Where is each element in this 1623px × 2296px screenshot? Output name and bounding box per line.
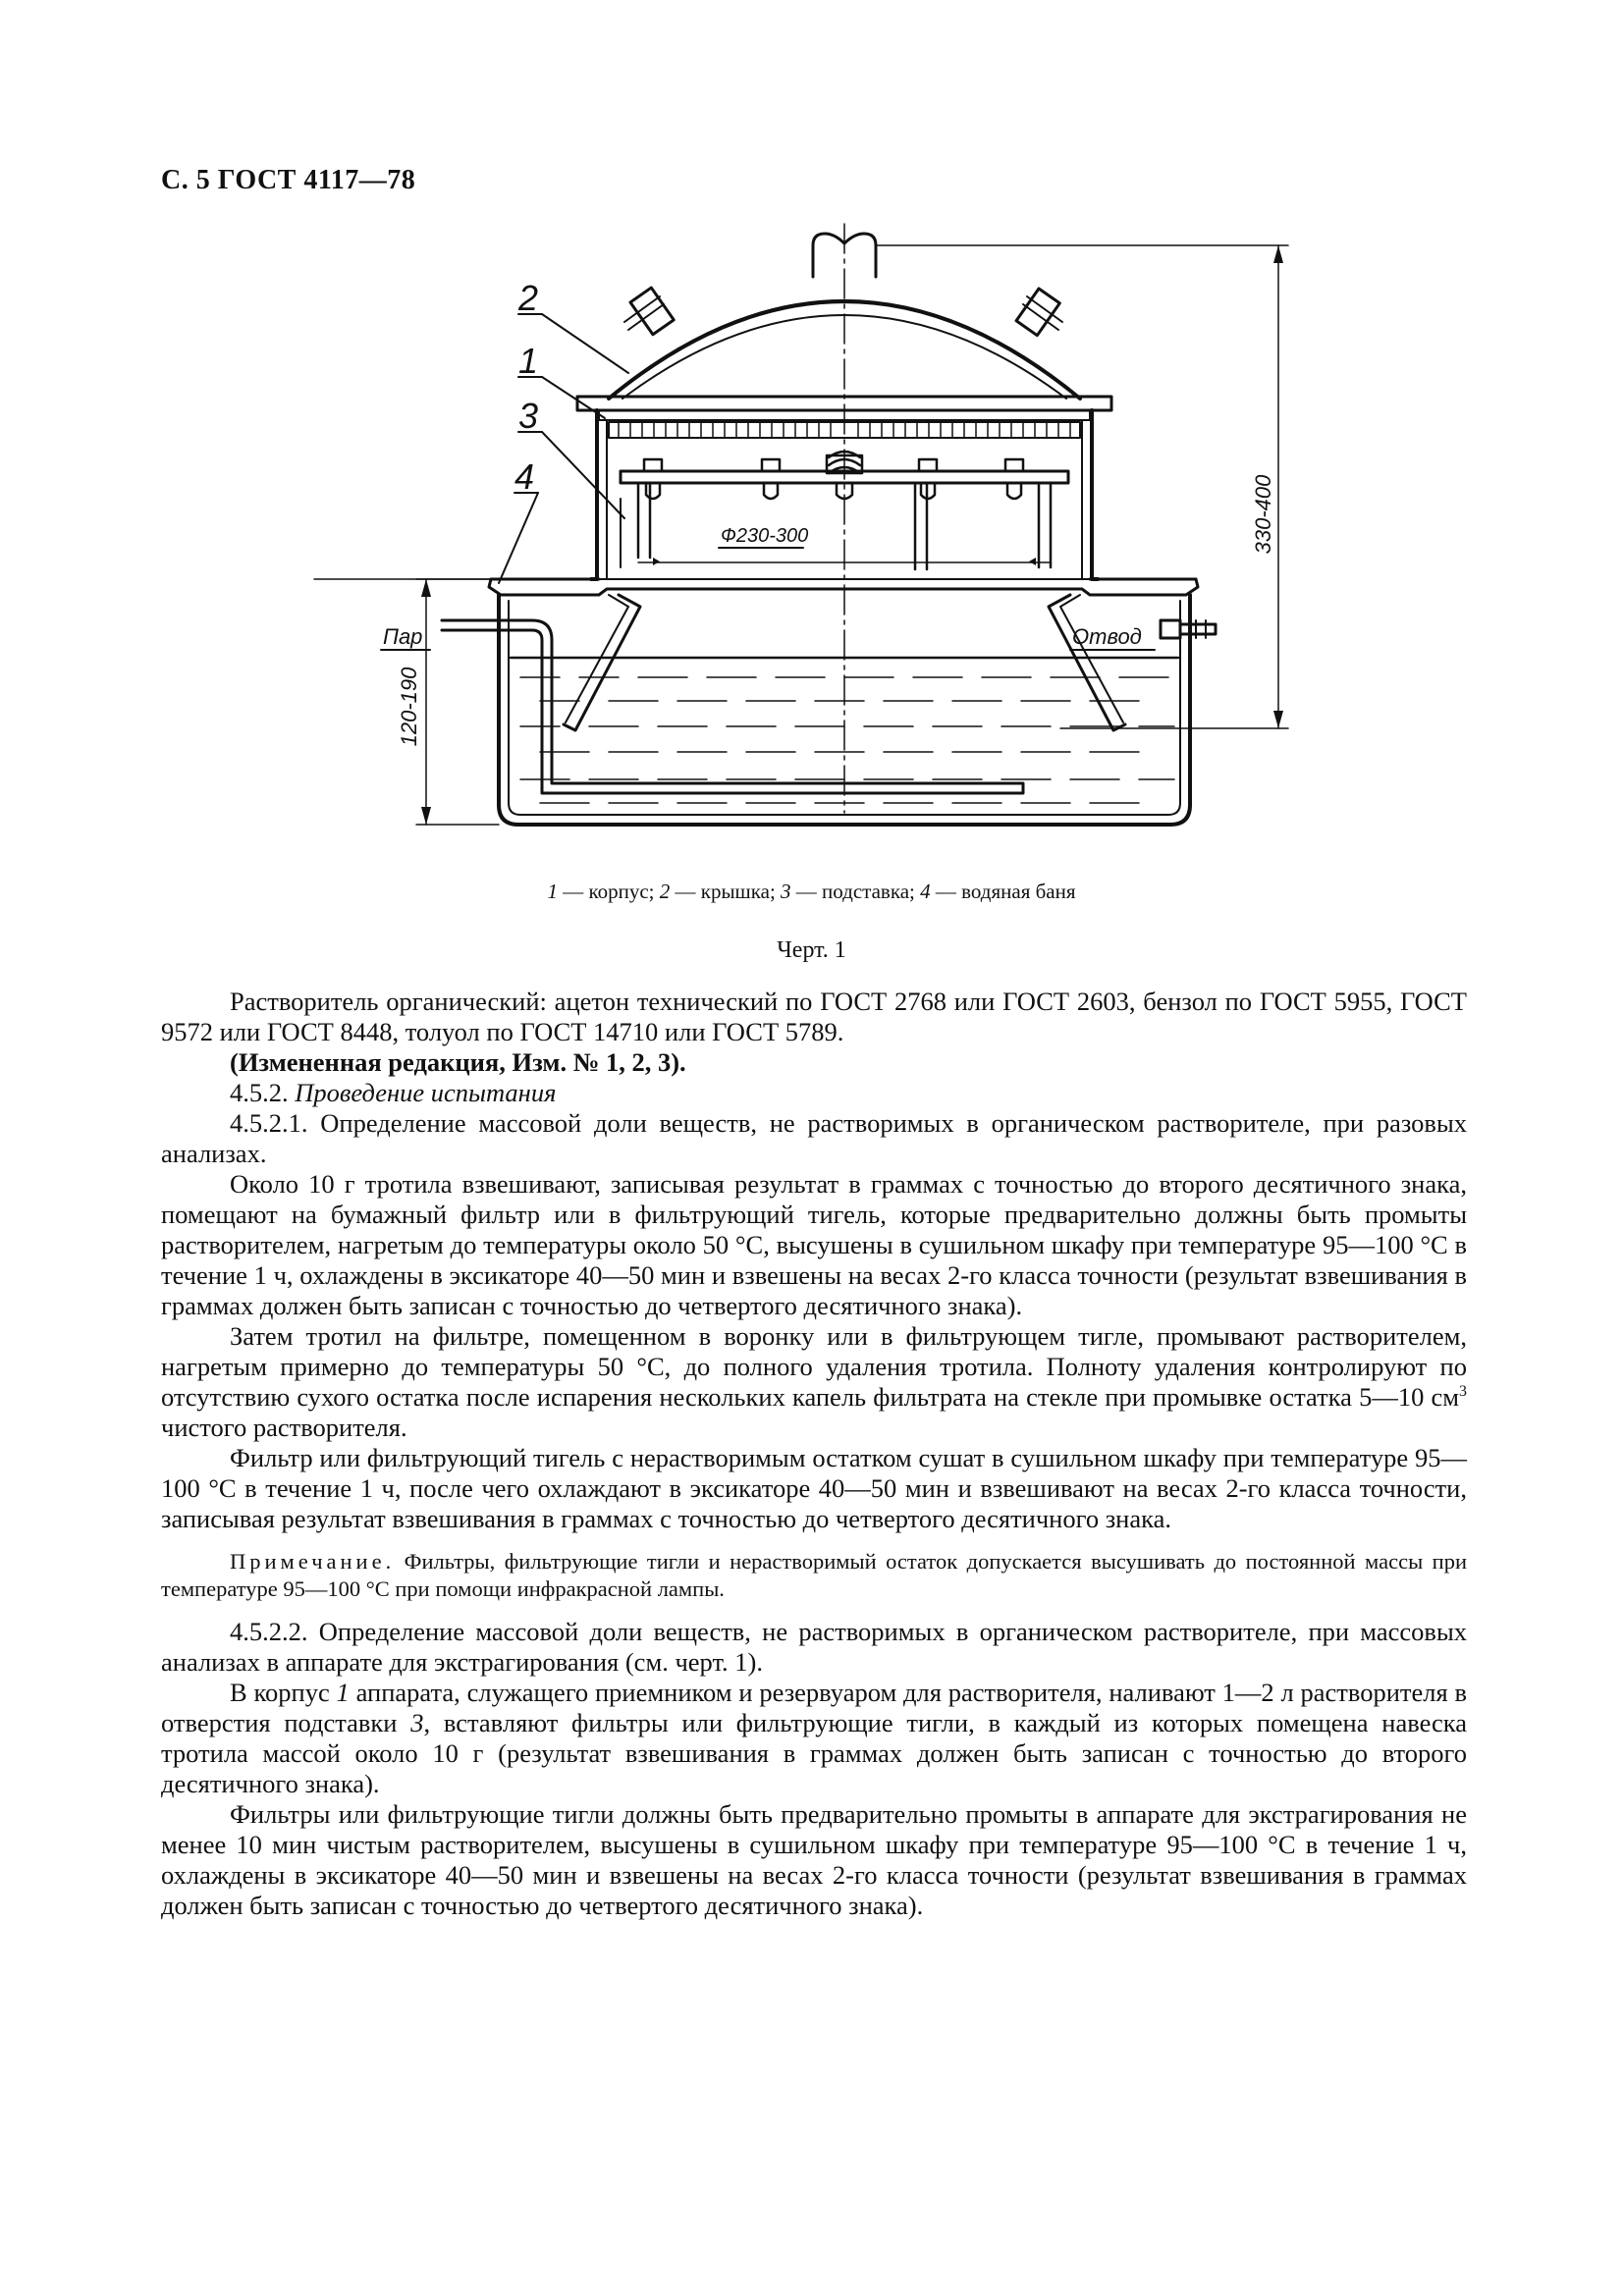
label-inlet: Пар bbox=[383, 624, 423, 649]
section-4-5-2-2: 4.5.2.2. Определение массовой доли веществ, не растворимых в органическом растворителе, при массовых анализах в аппарате для экстрагирования (см. черт. 1). bbox=[161, 1617, 1467, 1677]
apparatus-svg bbox=[314, 224, 1275, 852]
body-wall-left bbox=[591, 410, 597, 579]
amendment-note: (Измененная редакция, Изм. № 1, 2, 3). bbox=[230, 1047, 686, 1077]
paragraph-prewash: Фильтры или фильтрующие тигли должны быть предварительно промыты в аппарате для экстрагирования не менее 10 мин чистым растворителем, высушены в сушильном шкафу при температуре 95—100 °С в течение 1 ч, охлаждены в эксикаторе 40—50 мин и взвешены на весах 2-го класса точности (результат взвешивания в граммах должен быть записан с точностью до четвертого десятичного знака). bbox=[161, 1799, 1467, 1920]
bath-rim bbox=[489, 579, 1198, 595]
stand-bolts bbox=[644, 459, 1023, 499]
section-4-5-2-1: 4.5.2.1. Определение массовой доли веществ, не растворимых в органическом растворителе, при разовых анализах. bbox=[161, 1108, 1467, 1168]
paragraph-apparatus: В корпус 1 аппарата, служащего приемником и резервуаром для растворителя, наливают 1—2 л растворителя в отверстия подставки 3, вставляют фильтры или фильтрующие тигли, в каждый из которых помещена навеска тротила массой около 10 г (результат взвешивания в граммах должен быть записан с точностью до второго десятичного знака). bbox=[161, 1678, 1467, 1798]
figure-number: Черт. 1 bbox=[777, 937, 846, 963]
body-wall-right bbox=[1092, 410, 1098, 579]
paragraph-weighing: Около 10 г тротила взвешивают, записывая результат в граммах с точностью до второго десятичного знака, помещают на бумажный фильтр или в фильтрующий тигель, которые предварительно должны быть промыты растворителем, нагретым до температуры около 50 °С, высушены в сушильном шкафу при температуре 95—100 °С в течение 1 ч, охлаждены в эксикаторе 40—50 мин и взвешены на весах 2-го класса точности (результат взвешивания в граммах должен быть записан с точностью до четвертого десятичного знака). bbox=[161, 1169, 1467, 1320]
steam-pipe bbox=[442, 620, 1023, 793]
callout-3: 3 bbox=[518, 396, 539, 436]
callout-1: 1 bbox=[518, 341, 539, 381]
figure-legend: 1 — корпус; 2 — крышка; 3 — подставка; 4 — водяная баня bbox=[547, 880, 1076, 903]
lid-clamp-left bbox=[624, 288, 674, 335]
label-outlet: Отвод bbox=[1072, 624, 1142, 649]
paragraph-washing: Затем тротил на фильтре, помещенном в воронку или в фильтрующем тигле, промывают растворителем, нагретым примерно до температуры 50 °С, до полного удаления тротила. Полноту удаления контролируют по отсутствию сухого остатка после испарения нескольких капель фильтрата на стекле при промывке остатка 5—10 $см^3$ чистого растворителя. bbox=[161, 1321, 1467, 1442]
document-body bbox=[161, 987, 1467, 1921]
paragraph-drying: Фильтр или фильтрующий тигель с нерастворимым остатком сушат в сушильном шкафу при температуре 95—100 °С в течение 1 ч, после чего охлаждают в эксикаторе 40—50 мин и взвешивают на весах 2-го класса точности, записывая результат взвешивания в граммах с точностью до четвертого десятичного знака. bbox=[161, 1443, 1467, 1533]
apparatus-drawing bbox=[314, 224, 1275, 852]
lid-clamp-right bbox=[1016, 289, 1062, 336]
note-paragraph: Примечание. Фильтры, фильтрующие тигли и нерастворимый остаток допускается высушивать до постоянной массы при температуре 95—100 °С при помощи инфракрасной лампы. bbox=[161, 1549, 1467, 1601]
inner-funnel-left bbox=[564, 595, 640, 730]
label-diameter: Ф230-300 bbox=[721, 525, 809, 547]
solvent-paragraph: Растворитель органический: ацетон технический по ГОСТ 2768 или ГОСТ 2603, бензол по ГОСТ 5955, ГОСТ 9572 или ГОСТ 8448, толуол по ГОСТ 14710 или ГОСТ 5789. bbox=[161, 987, 1467, 1046]
inner-funnel-right bbox=[1049, 595, 1125, 730]
section-4-5-2: 4.5.2. Проведение испытания bbox=[230, 1078, 557, 1107]
callout-2: 2 bbox=[518, 278, 539, 318]
page-header: С. 5 ГОСТ 4117—78 bbox=[161, 165, 416, 195]
label-total-height: 330-400 bbox=[1251, 474, 1275, 555]
callout-4: 4 bbox=[514, 456, 535, 497]
label-bath-height: 120-190 bbox=[397, 667, 421, 747]
